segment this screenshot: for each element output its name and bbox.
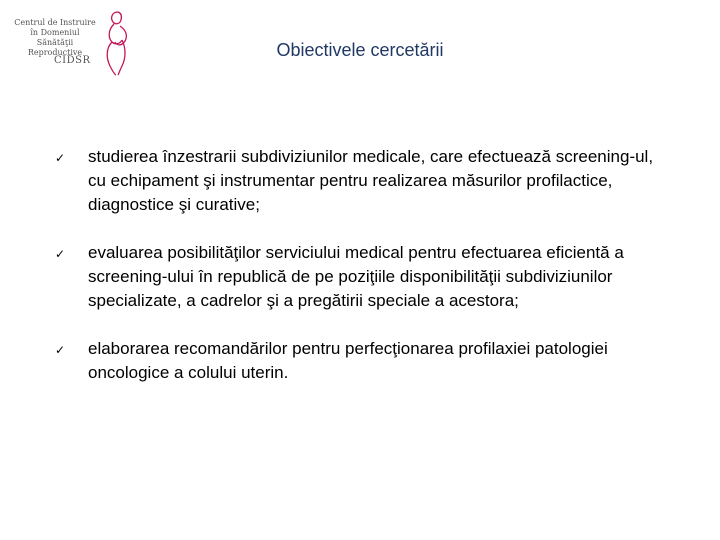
list-item <box>55 241 655 313</box>
list-item-text: studierea înzestrarii subdiviziunilor medicale, care efectuează screening-ul, cu echipament şi instrumentar pentru realizarea măsurilor profilactice, diagnostice şi curative; <box>88 147 654 214</box>
list-item <box>55 145 655 217</box>
slide-title-text: Obiectivele cercetării <box>276 40 444 60</box>
list-item-text: evaluarea posibilităţilor serviciului medical pentru efectuarea eficientă a screening-ului în republică de pe poziţiile disponibilităţii subdiviziunilor specializate, a cadrelor şi a pregătirii speciale a acestora; <box>88 243 624 310</box>
logo-abbreviation: CIDSR <box>54 55 91 66</box>
list-item <box>55 337 655 385</box>
check-mark-icon: ✓ <box>55 151 66 165</box>
logo-line: Centrul de Instruire <box>14 18 96 27</box>
list-item-text: elaborarea recomandărilor pentru perfecţionarea profilaxiei patologiei oncologice a colului uterin. <box>88 339 608 382</box>
objectives-list <box>55 145 655 409</box>
slide-title <box>0 40 720 61</box>
check-mark-icon: ✓ <box>55 247 66 261</box>
check-mark-icon: ✓ <box>55 343 66 357</box>
logo-line: în Domeniul Sănătăţii <box>30 28 80 47</box>
logo-line: Reproductive <box>27 48 83 57</box>
